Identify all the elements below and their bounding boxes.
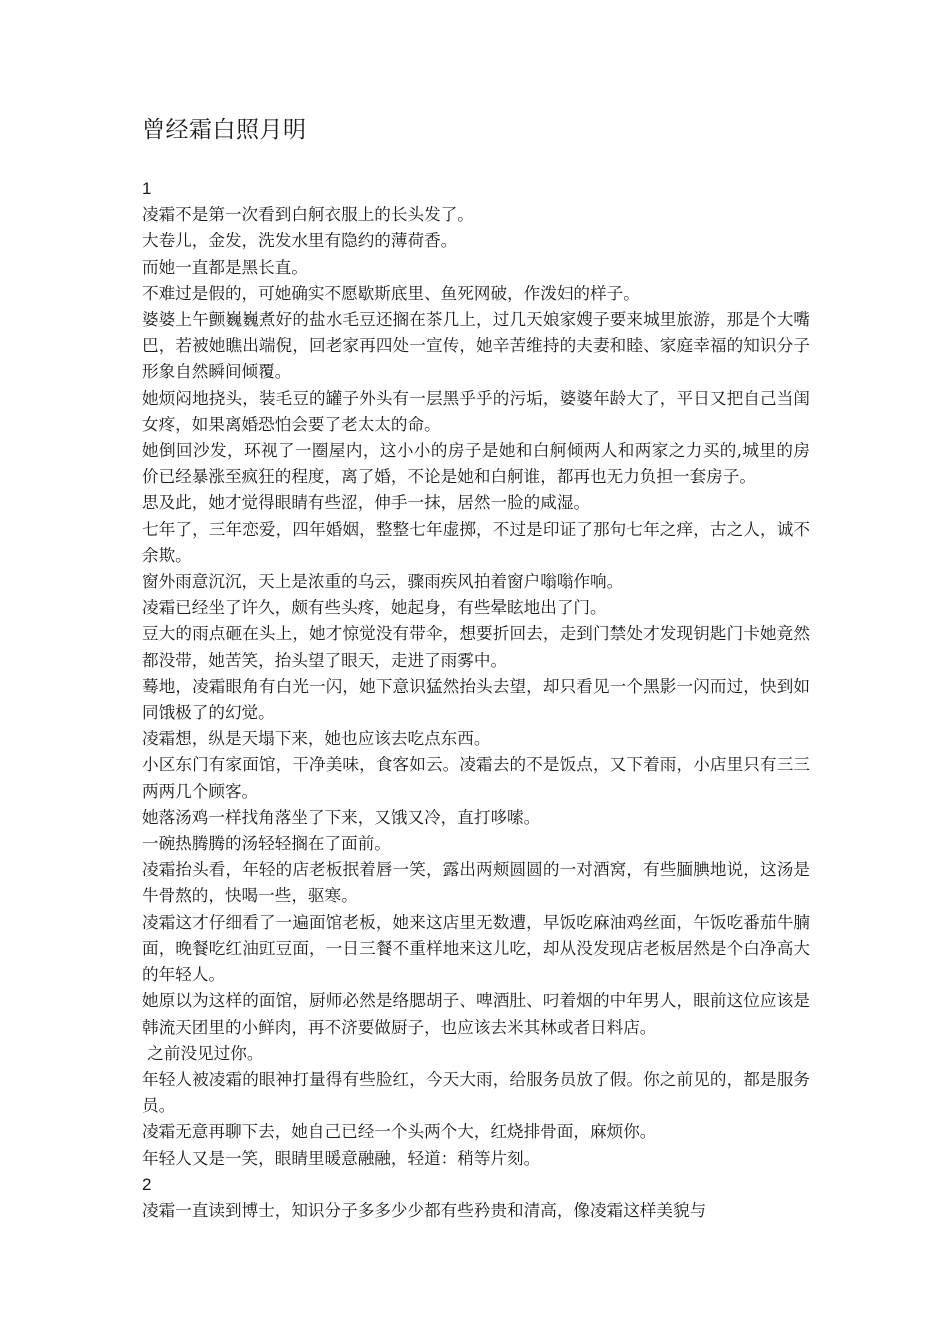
paragraph: 凌霜不是第一次看到白舸衣服上的长头发了。: [142, 205, 474, 225]
document-title: 曾经霜白照月明: [142, 117, 307, 143]
paragraph: 蓦地，凌霜眼角有白光一闪，她下意识猛然抬头去望，却只看见一个黑影一闪而过，快到如同饿极了的幻觉。: [142, 676, 810, 723]
section-number: 1: [142, 179, 152, 198]
section-number: 2: [142, 1174, 152, 1194]
paragraph: 婆婆上午颤巍巍煮好的盐水毛豆还搁在茶几上，过几天娘家嫂子要来城里旅游，那是个大嘴巴，若被她瞧出端倪，回老家再四处一宣传，她辛苦维持的夫妻和睦、家庭幸福的知识分子形象自然瞬间倾覆。: [142, 310, 810, 382]
paragraph: 小区东门有家面馆，干净美味，食客如云。凌霜去的不是饭点，又下着雨，小店里只有三三两两几个顾客。: [142, 755, 810, 801]
paragraph: 她烦闷地挠头，装毛豆的罐子外头有一层黑乎乎的污垢，婆婆年龄大了，平日又把自己当闺女疼，如果离婚恐怕会要了老太太的命。: [142, 388, 810, 434]
paragraph: 不难过是假的，可她确实不愿歇斯底里、鱼死网破，作泼妇的样子。: [142, 283, 640, 303]
paragraph: 凌霜这才仔细看了一遍面馆老板，她来这店里无数遭，早饭吃麻油鸡丝面，午饭吃番茄牛腩面，晚餐吃红油豇豆面，一日三餐不重样地来这儿吃，却从没发现店老板居然是个白净高大的年轻人。: [142, 912, 810, 985]
paragraph: 她原以为这样的面馆，厨师必然是络腮胡子、啤酒肚、叼着烟的中年男人，眼前这位应该是韩流天团里的小鲜肉，再不济要做厨子，也应该去米其林或者日料店。: [142, 991, 810, 1037]
document-body: [142, 112, 810, 1224]
paragraph: 一碗热腾腾的汤轻轻搁在了面前。: [142, 834, 391, 854]
paragraph: 大卷儿，金发，洗发水里有隐约的薄荷香。: [142, 231, 458, 251]
paragraph: 窗外雨意沉沉，天上是浓重的乌云，骤雨疾风拍着窗户嗡嗡作响。: [142, 572, 624, 592]
paragraph: 凌霜已经坐了许久，颇有些头疼，她起身，有些晕眩地出了门。: [142, 598, 607, 618]
paragraph: 她倒回沙发，环视了一圈屋内，这小小的房子是她和白舸倾两人和两家之力买的,城里的房价已经暴涨至疯狂的程度，离了婚，不论是她和白舸谁，都再也无力负担一套房子。: [142, 441, 810, 487]
paragraph: 她落汤鸡一样找角落坐了下来，又饿又冷，直打哆嗦。: [142, 807, 541, 827]
paragraph: 凌霜想，纵是天塌下来，她也应该去吃点东西。: [142, 729, 491, 749]
paragraph: 之前没见过你。: [142, 1043, 264, 1063]
paragraph: 思及此，她才觉得眼睛有些涩，伸手一抹，居然一脸的咸湿。: [142, 493, 591, 513]
paragraph: 七年了，三年恋爱，四年婚姻，整整七年虚掷，不过是印证了那句七年之痒，古之人，诚不余欺。: [142, 519, 810, 565]
paragraph: 豆大的雨点砸在头上，她才惊觉没有带伞，想要折回去，走到门禁处才发现钥匙门卡她竟然都没带，她苦笑，抬头望了眼天，走进了雨雾中。: [142, 624, 810, 670]
paragraph: 凌霜无意再聊下去，她自己已经一个头两个大，红烧排骨面，麻烦你。: [142, 1122, 657, 1142]
paragraph: 凌霜抬头看，年轻的店老板抿着唇一笑，露出两颊圆圆的一对酒窝，有些腼腆地说，这汤是牛骨熬的，快喝一些，驱寒。: [142, 860, 810, 906]
paragraph: 而她一直都是黑长直。: [142, 257, 308, 277]
paragraph: 年轻人被凌霜的眼神打量得有些脸红，今天大雨，给服务员放了假。你之前见的，都是服务员。: [142, 1069, 810, 1116]
paragraph: 凌霜一直读到博士，知识分子多多少少都有些矜贵和清高，像凌霜这样美貌与: [142, 1200, 707, 1220]
paragraph: 年轻人又是一笑，眼睛里暖意融融，轻道：稍等片刻。: [142, 1148, 541, 1168]
